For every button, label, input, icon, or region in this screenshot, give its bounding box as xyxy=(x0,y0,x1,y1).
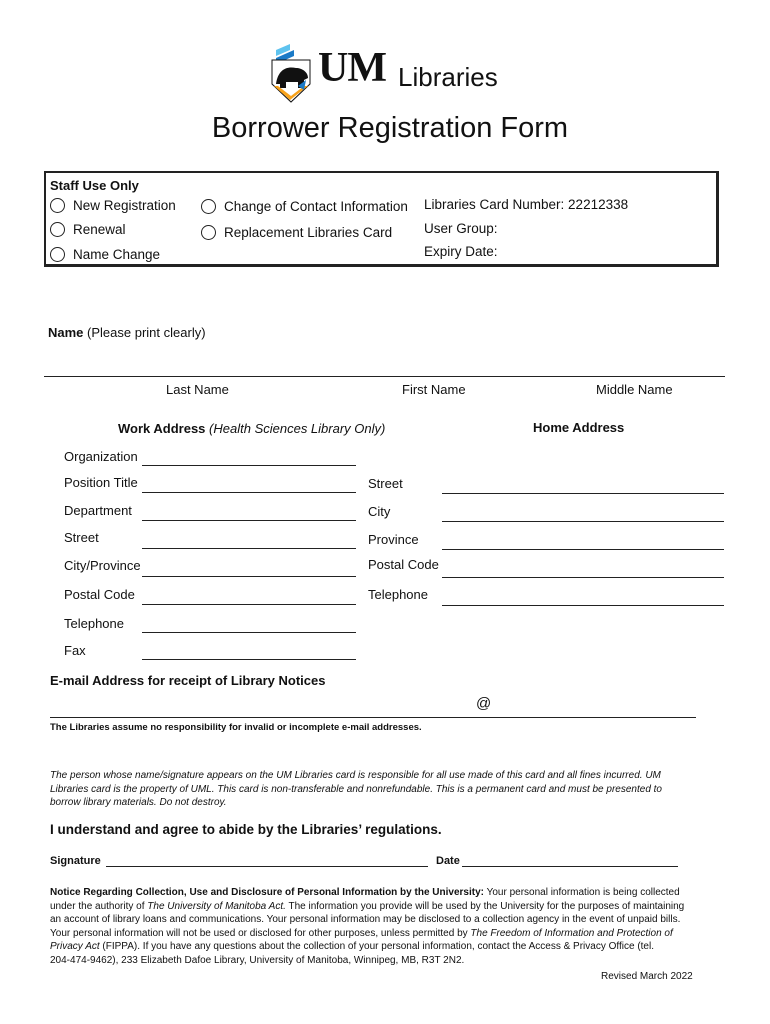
staff-use-heading: Staff Use Only xyxy=(50,178,139,193)
organization-label: Organization xyxy=(64,449,138,464)
middle-name-label: Middle Name xyxy=(596,382,673,397)
replacement-card-option[interactable]: Replacement Libraries Card xyxy=(201,225,392,240)
fax-label: Fax xyxy=(64,643,86,658)
home-postal-code-label: Postal Code xyxy=(368,557,439,572)
responsibility-statement: The person whose name/signature appears on the UM Libraries card is responsible for all use made of this card and all fines incurred. UM Libraries card is the property of UML. This card is non-transferable and nonrefundable. This is a permanent card and must be presented to borrow library materials. Do not destroy. xyxy=(50,770,662,808)
organization-input[interactable] xyxy=(142,465,356,466)
first-name-label: First Name xyxy=(402,382,466,397)
name-input-line[interactable] xyxy=(44,376,725,377)
home-street-label: Street xyxy=(368,476,403,491)
department-input[interactable] xyxy=(142,520,356,521)
city-province-input[interactable] xyxy=(142,576,356,577)
radio-icon[interactable] xyxy=(50,198,65,213)
position-title-label: Position Title xyxy=(64,475,138,490)
home-telephone-label: Telephone xyxy=(368,587,428,602)
date-label: Date xyxy=(436,855,460,867)
signature-label: Signature xyxy=(50,855,101,867)
logo-libraries-text: Libraries xyxy=(398,62,498,92)
name-change-option[interactable]: Name Change xyxy=(50,247,160,262)
last-name-label: Last Name xyxy=(166,382,229,397)
home-address-heading: Home Address xyxy=(533,420,625,435)
work-address-heading: Work Address (Health Sciences Library Only) xyxy=(118,421,386,436)
position-title-input[interactable] xyxy=(142,492,356,493)
work-street-label: Street xyxy=(64,530,99,545)
email-disclaimer: The Libraries assume no responsibility for invalid or incomplete e-mail addresses. xyxy=(50,722,422,733)
work-telephone-input[interactable] xyxy=(142,632,356,633)
revision-date: Revised March 2022 xyxy=(601,971,693,982)
name-label: Name (Please print clearly) xyxy=(48,325,206,340)
radio-icon[interactable] xyxy=(50,222,65,237)
home-province-label: Province xyxy=(368,532,419,547)
privacy-notice: Notice Regarding Collection, Use and Disclosure of Personal Information by the University: Your personal information is being collected under the authority of The University of Manitoba Act. The information you provide will be used by the University for the purposes of maintaining an account of library loans and communications. Your personal information may be disclosed to a collection agency in the event of unpaid bills. Your personal information will not be used or disclosed for other purposes, unless permitted by The Freedom of Information and Protection of Privacy Act (FIPPA). If you have any questions about the collection of your personal information, contact the Access & Privacy Office (tel. 204-474-9462), 233 Elizabeth Dafoe Library, University of Manitoba, Winnipeg, MB, R3T 2N2. xyxy=(50,887,685,966)
signature-input[interactable] xyxy=(106,866,428,867)
card-number: Libraries Card Number: 22212338 xyxy=(424,197,629,212)
radio-icon[interactable] xyxy=(201,225,216,240)
user-group: User Group: xyxy=(424,221,498,236)
home-street-input[interactable] xyxy=(442,493,724,494)
radio-icon[interactable] xyxy=(201,199,216,214)
expiry-date: Expiry Date: xyxy=(424,244,498,259)
radio-icon[interactable] xyxy=(50,247,65,262)
home-postal-code-input[interactable] xyxy=(442,577,724,578)
agreement-statement: I understand and agree to abide by the Libraries’ regulations. xyxy=(50,822,442,837)
home-province-input[interactable] xyxy=(442,549,724,550)
renewal-option[interactable]: Renewal xyxy=(50,222,126,237)
work-postal-code-label: Postal Code xyxy=(64,587,135,602)
date-input[interactable] xyxy=(462,866,678,867)
page-title: Borrower Registration Form xyxy=(211,112,569,144)
change-contact-option[interactable]: Change of Contact Information xyxy=(201,199,408,214)
work-street-input[interactable] xyxy=(142,548,356,549)
work-telephone-label: Telephone xyxy=(64,616,124,631)
home-city-label: City xyxy=(368,504,391,519)
email-heading: E-mail Address for receipt of Library Notices xyxy=(50,673,326,688)
email-input[interactable] xyxy=(50,717,696,718)
um-libraries-logo xyxy=(270,40,510,106)
work-postal-code-input[interactable] xyxy=(142,604,356,605)
home-city-input[interactable] xyxy=(442,521,724,522)
email-at-sign: @ xyxy=(476,695,492,712)
fax-input[interactable] xyxy=(142,659,356,660)
new-registration-option[interactable]: New Registration xyxy=(50,198,176,213)
logo-um-text: UM xyxy=(318,45,386,91)
home-telephone-input[interactable] xyxy=(442,605,724,606)
bison-shield-icon xyxy=(270,40,316,106)
city-province-label: City/Province xyxy=(64,558,141,573)
department-label: Department xyxy=(64,503,132,518)
